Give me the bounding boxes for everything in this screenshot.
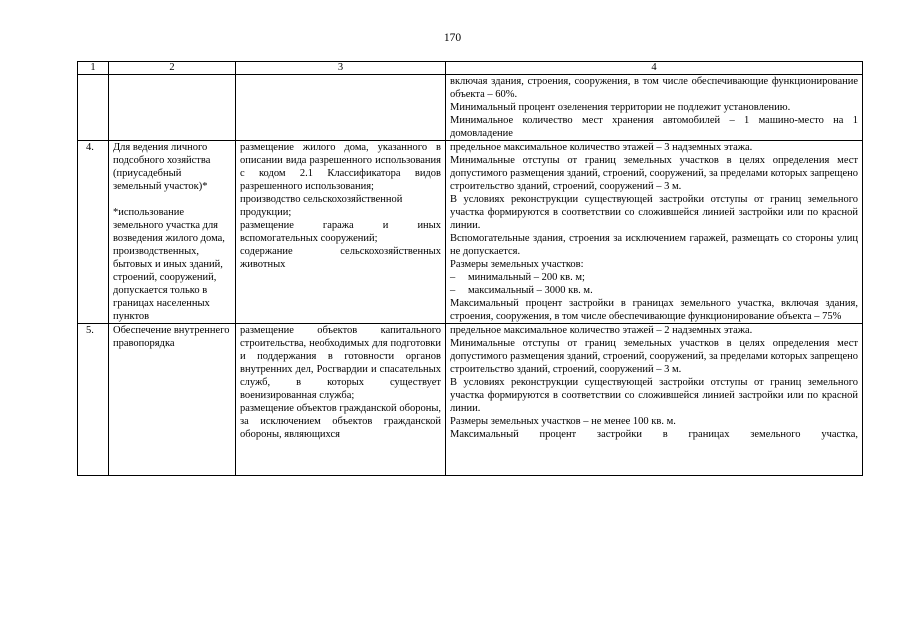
description-text: размещение объектов капитального строительства, необходимых для подготовки и поддержания в готовности органов внутренних дел, Росгвардии и спасательных служб, в которых существует военизированная служба; <box>240 325 441 401</box>
list-item-text: минимальный – 200 кв. м; <box>468 272 585 283</box>
header-col-1: 1 <box>78 62 109 75</box>
dash-marker: – <box>450 285 456 296</box>
use-type-title: Обеспечение внутреннего правопорядка <box>113 325 230 349</box>
param-text: Минимальные отступы от границ земельных участков в целях определения мест допустимого размещения зданий, строений, сооружений, за пределами которых запрещено строительство зданий, строений, сооружений – 3 м. <box>450 338 858 375</box>
cell-use-type <box>109 141 236 324</box>
param-text: Максимальный процент застройки в границах земельного участка, <box>450 429 858 440</box>
dash-marker: – <box>450 272 456 283</box>
param-text: В условиях реконструкции существующей застройки отступы от границ земельного участка формируются в соответствии со сложившейся линией застройки или по красной линии. <box>450 377 858 414</box>
param-text: Размеры земельных участков – не менее 100 кв. м. <box>450 416 676 427</box>
table-row-continuation <box>78 75 863 141</box>
param-text: предельное максимальное количество этажей – 2 надземных этажа. <box>450 325 753 336</box>
param-text: включая здания, строения, сооружения, в том числе обеспечивающие функционирование объекта – 60%. <box>450 76 858 100</box>
param-text: Максимальный процент застройки в границах земельного участка, включая здания, строения, сооружения, в том числе обеспечивающие функционирование объекта – 75% <box>450 298 858 322</box>
table-row-5 <box>78 324 863 476</box>
use-type-title: Для ведения личного подсобного хозяйства (приусадебный земельный участок)* <box>113 142 211 192</box>
use-type-note: *использование земельного участка для возведения жилого дома, производственных, бытовых и иных зданий, строений, сооружений, допускается только в границах населенных пунктов <box>113 207 225 322</box>
cell-description <box>236 75 446 141</box>
cell-parameters <box>446 75 863 141</box>
description-text: размещение жилого дома, указанного в описании вида разрешенного использования с кодом 2.1 Классификатора видов разрешенного использования; <box>240 142 441 192</box>
list-item <box>450 271 858 284</box>
page-number: 170 <box>443 32 462 44</box>
param-text: В условиях реконструкции существующей застройки отступы от границ земельного участка формируются в соответствии со сложившейся линией застройки или по красной линии. <box>450 194 858 231</box>
cell-use-type <box>109 75 236 141</box>
cell-description <box>236 141 446 324</box>
cell-use-type <box>109 324 236 476</box>
param-text: Минимальный процент озеленения территории не подлежит установлению. <box>450 102 791 113</box>
description-text: размещение объектов гражданской обороны, за исключением объектов гражданской обороны, являющихся <box>240 403 441 440</box>
param-text: Минимальное количество мест хранения автомобилей – 1 машино-место на 1 домовладение <box>450 115 858 139</box>
row-number: 5. <box>78 324 109 476</box>
description-text: содержание сельскохозяйственных животных <box>240 246 441 270</box>
table-row-4 <box>78 141 863 324</box>
param-text: Вспомогательные здания, строения за исключением гаражей, размещать со стороны улиц не допускается. <box>450 233 858 257</box>
param-text: Минимальные отступы от границ земельных участков в целях определения мест допустимого размещения зданий, строений, сооружений, за пределами которых запрещено строительство зданий, строений, сооружений – 3 м. <box>450 155 858 192</box>
cell-description <box>236 324 446 476</box>
table-header-row <box>78 62 863 75</box>
header-col-2: 2 <box>109 62 236 75</box>
row-number: 4. <box>78 141 109 324</box>
header-col-3: 3 <box>236 62 446 75</box>
description-text: производство сельскохозяйственной продукции; <box>240 194 403 218</box>
zoning-table <box>77 61 863 476</box>
cell-parameters <box>446 324 863 476</box>
cell-num <box>78 75 109 141</box>
header-col-4: 4 <box>446 62 863 75</box>
param-text: Размеры земельных участков: <box>450 259 584 270</box>
description-text: размещение гаража и иных вспомогательных сооружений; <box>240 220 441 244</box>
list-item <box>450 284 858 297</box>
list-item-text: максимальный – 3000 кв. м. <box>468 285 593 296</box>
param-text: предельное максимальное количество этажей – 3 надземных этажа. <box>450 142 753 153</box>
cell-parameters <box>446 141 863 324</box>
